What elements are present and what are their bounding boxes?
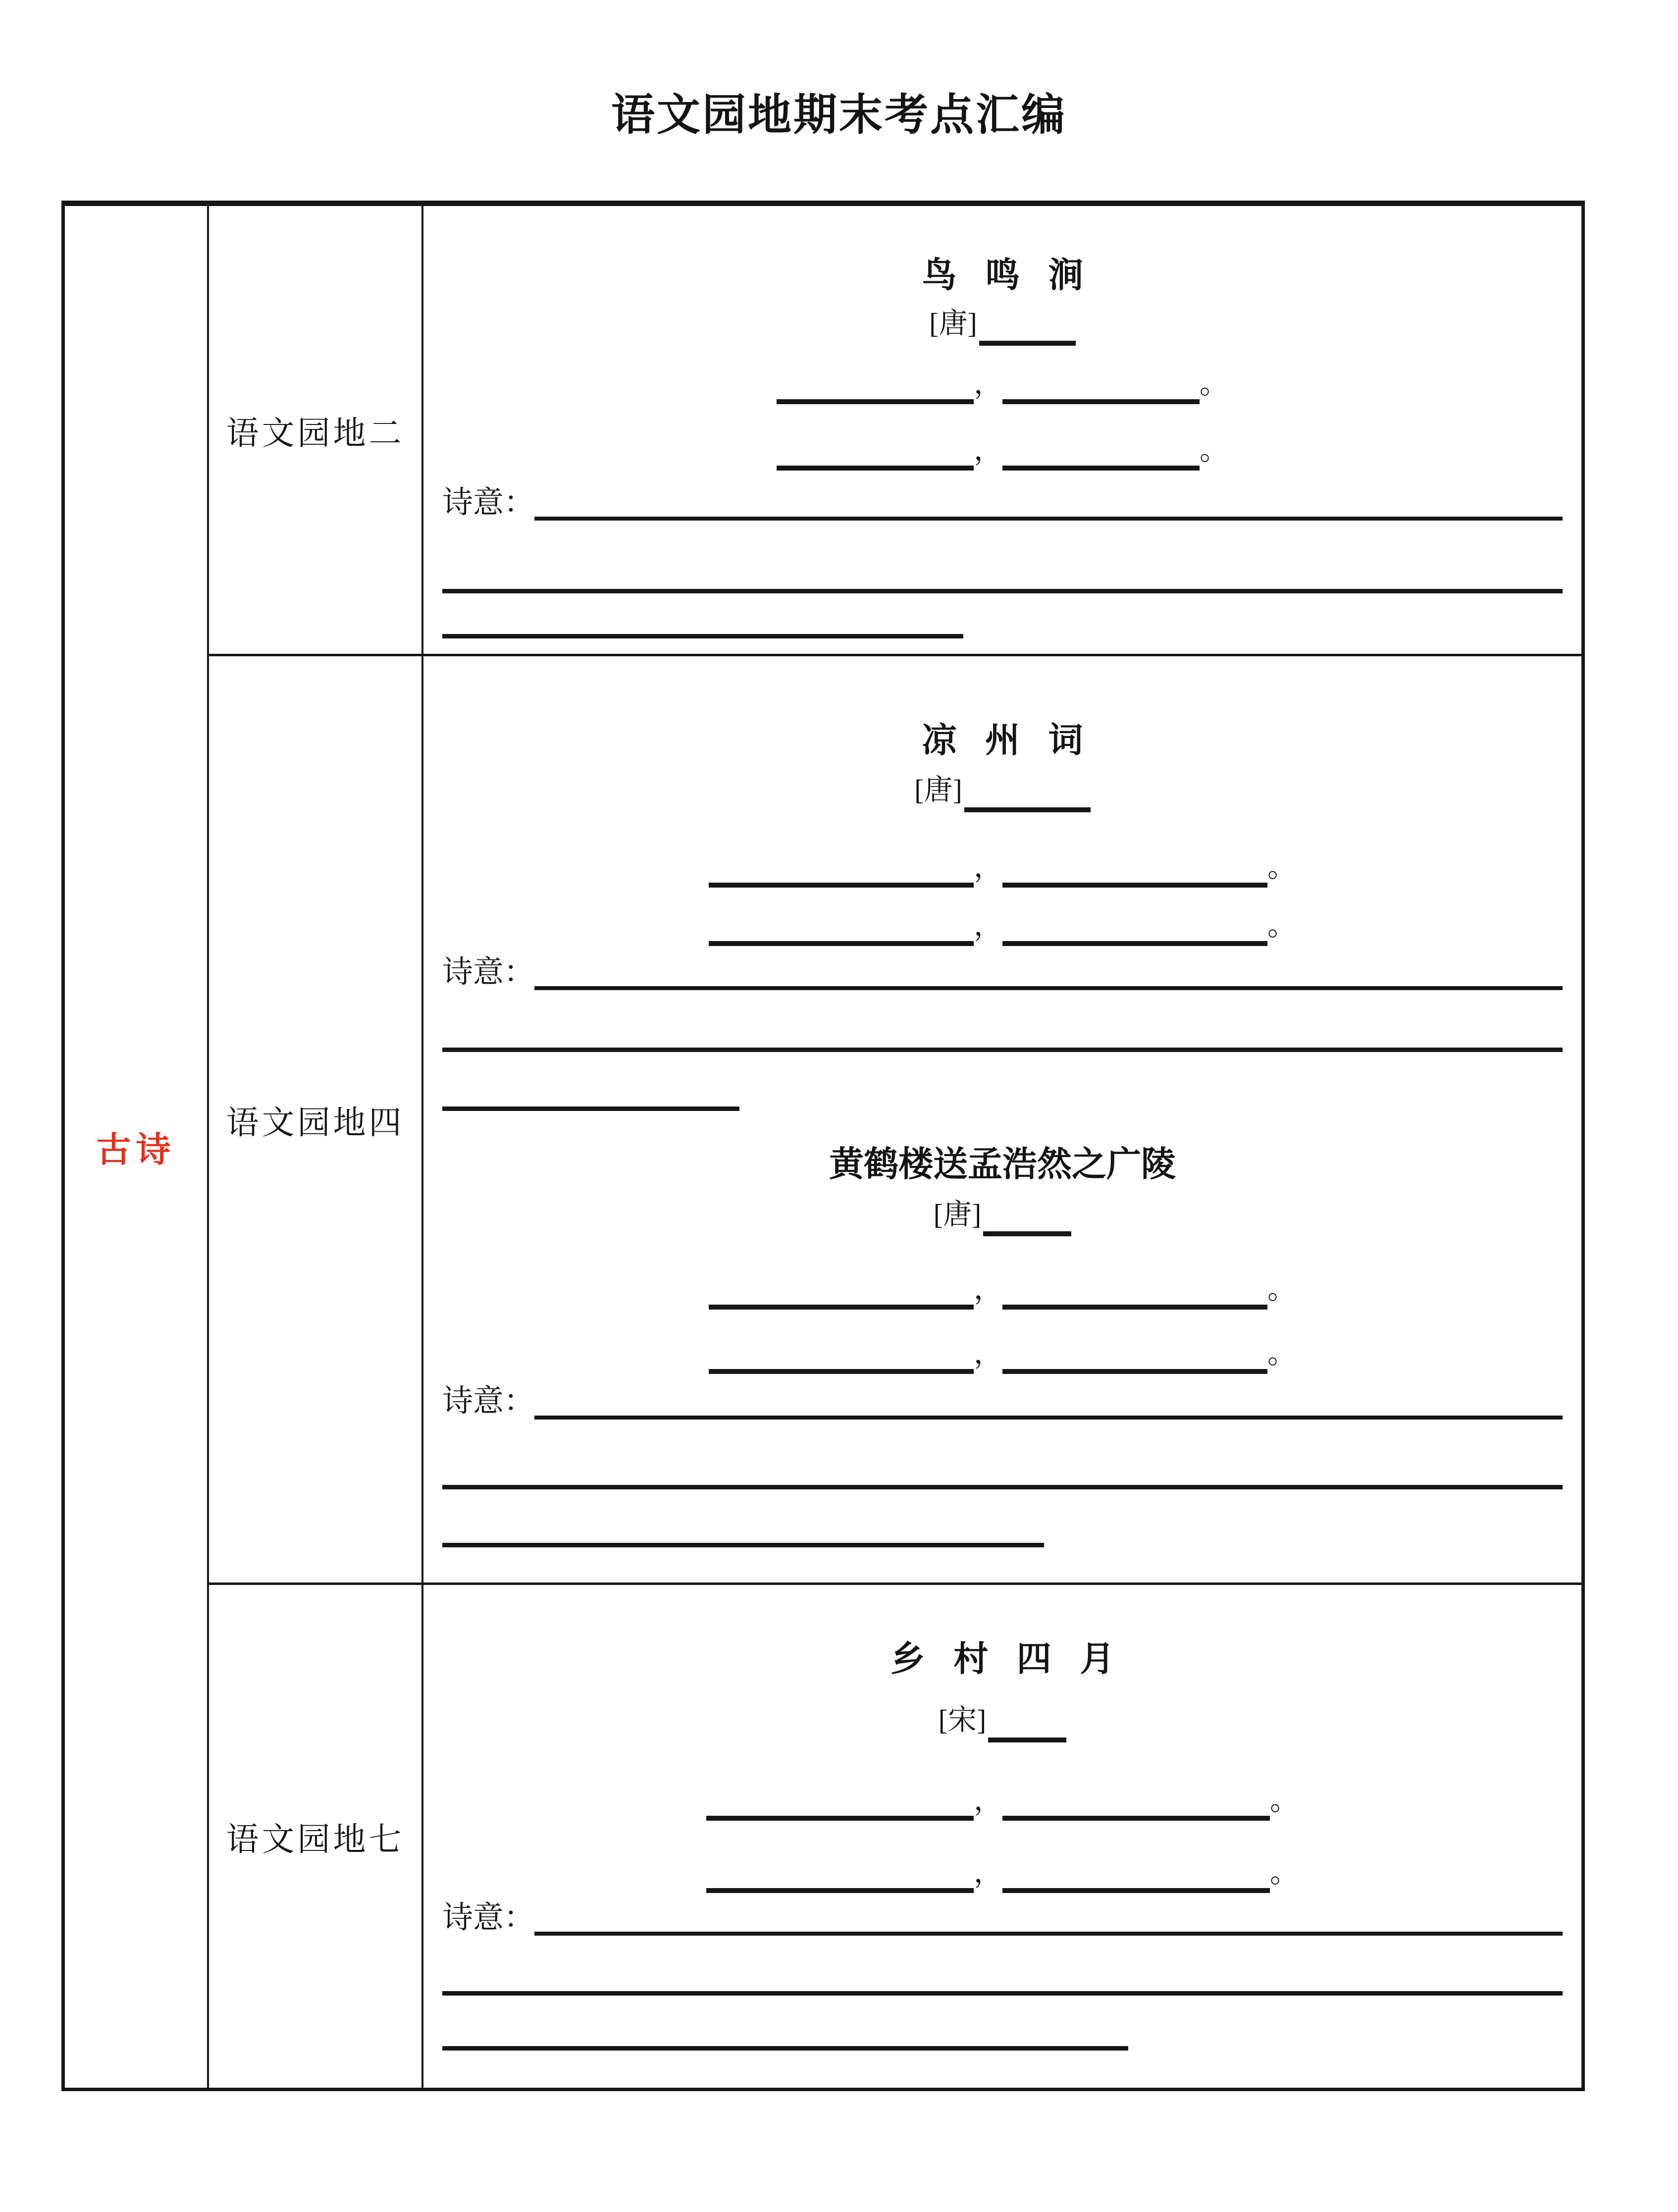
author-line xyxy=(442,1703,1563,1738)
author-name-blank xyxy=(983,1223,1071,1236)
verse-blank xyxy=(709,1357,974,1374)
continuation-line-short xyxy=(442,1543,1044,1547)
verse-blank xyxy=(709,929,974,946)
unit-cell xyxy=(209,656,423,1582)
meaning-label: 诗意： xyxy=(442,955,535,989)
poem-title: 黄鹤楼送孟浩然之广陵 xyxy=(829,1146,1176,1184)
author-name-blank xyxy=(988,1730,1066,1742)
verse-line xyxy=(442,433,1563,471)
period: 。 xyxy=(1200,367,1229,400)
page-title: 语文园地期末考点汇编 xyxy=(611,92,1067,140)
period: 。 xyxy=(1267,1273,1297,1306)
author-line xyxy=(442,306,1563,341)
comma: ， xyxy=(973,850,1002,883)
dynasty-label: [唐] xyxy=(933,1198,982,1230)
verse-line xyxy=(442,369,1563,404)
verse-blank xyxy=(1002,1357,1267,1374)
verse-blank xyxy=(1002,1804,1270,1821)
verse-line xyxy=(442,1275,1563,1310)
poem-title: 凉 州 词 xyxy=(922,722,1083,760)
meaning-blank xyxy=(534,1407,1563,1420)
unit-cell xyxy=(209,1585,423,2088)
author-line xyxy=(442,1197,1563,1232)
verse-line xyxy=(442,850,1563,888)
comma: ， xyxy=(973,1856,1002,1889)
poem-block xyxy=(442,1585,1563,2051)
verse-line xyxy=(442,1858,1563,1893)
poem-block xyxy=(442,1111,1563,1547)
poem-cell xyxy=(423,1585,1581,2088)
verse-blank xyxy=(777,387,974,404)
comma: ， xyxy=(973,909,1002,942)
continuation-line-full xyxy=(442,589,1563,593)
verse-blank xyxy=(1002,1876,1270,1893)
category-cell xyxy=(65,206,209,2088)
comma: ， xyxy=(973,367,1002,400)
continuation-line-short xyxy=(442,634,963,638)
author-name-blank xyxy=(964,799,1091,812)
meaning-row xyxy=(442,1384,1563,1419)
continuation-line-full xyxy=(442,1485,1563,1489)
poem-cell xyxy=(423,656,1581,1582)
verse-blank xyxy=(706,1804,974,1821)
table-row xyxy=(209,654,1581,1582)
period: 。 xyxy=(1200,433,1229,466)
comma: ， xyxy=(973,1273,1002,1306)
poem-block xyxy=(442,656,1563,1111)
continuation-line-short xyxy=(442,1106,739,1111)
poem-cell xyxy=(423,206,1581,654)
period: 。 xyxy=(1267,850,1297,883)
continuation-line-short xyxy=(442,2046,1128,2051)
verse-blank xyxy=(777,454,974,471)
verse-blank xyxy=(1002,387,1200,404)
comma: ， xyxy=(973,433,1002,466)
meaning-label: 诗意： xyxy=(442,485,535,520)
meaning-blank xyxy=(534,977,1563,990)
category-label: 古诗 xyxy=(96,1130,176,1169)
meaning-row xyxy=(442,485,1563,521)
poem-title: 鸟 鸣 涧 xyxy=(922,257,1083,295)
period: 。 xyxy=(1270,1784,1299,1816)
continuation-line-full xyxy=(442,1048,1563,1052)
unit-cell xyxy=(209,206,423,654)
comma: ， xyxy=(973,1784,1002,1816)
dynasty-label: [唐] xyxy=(929,307,977,340)
poem-title: 乡 村 四 月 xyxy=(890,1640,1115,1679)
period: 。 xyxy=(1270,1856,1299,1889)
meaning-blank xyxy=(534,508,1563,521)
meaning-label: 诗意： xyxy=(442,1384,535,1419)
verse-blank xyxy=(1002,454,1200,471)
dynasty-label: [唐] xyxy=(914,774,962,806)
verse-blank xyxy=(1002,871,1267,888)
dynasty-label: [宋] xyxy=(938,1704,987,1737)
meaning-label: 诗意： xyxy=(442,1900,535,1935)
meaning-row xyxy=(442,955,1563,990)
verse-line xyxy=(442,1339,1563,1374)
verse-blank xyxy=(706,1876,974,1893)
unit-label: 语文园地七 xyxy=(226,1822,405,1858)
continuation-line-full xyxy=(442,1991,1563,1996)
comma: ， xyxy=(973,1337,1002,1370)
table-row xyxy=(209,206,1581,654)
verse-line xyxy=(442,1786,1563,1821)
table-rows xyxy=(209,206,1581,2088)
verse-blank xyxy=(1002,929,1267,946)
poem-block xyxy=(442,206,1563,638)
meaning-row xyxy=(442,1900,1563,1936)
verse-blank xyxy=(1002,1293,1267,1310)
table-row xyxy=(209,1582,1581,2088)
period: 。 xyxy=(1267,1337,1297,1370)
author-name-blank xyxy=(979,333,1076,346)
verse-blank xyxy=(709,871,974,888)
verse-blank xyxy=(709,1293,974,1310)
unit-label: 语文园地四 xyxy=(226,1105,405,1141)
author-line xyxy=(442,773,1563,807)
period: 。 xyxy=(1267,909,1297,942)
unit-label: 语文园地二 xyxy=(226,415,405,452)
worksheet-table xyxy=(61,201,1585,2091)
verse-line xyxy=(442,911,1563,946)
meaning-blank xyxy=(534,1923,1563,1936)
